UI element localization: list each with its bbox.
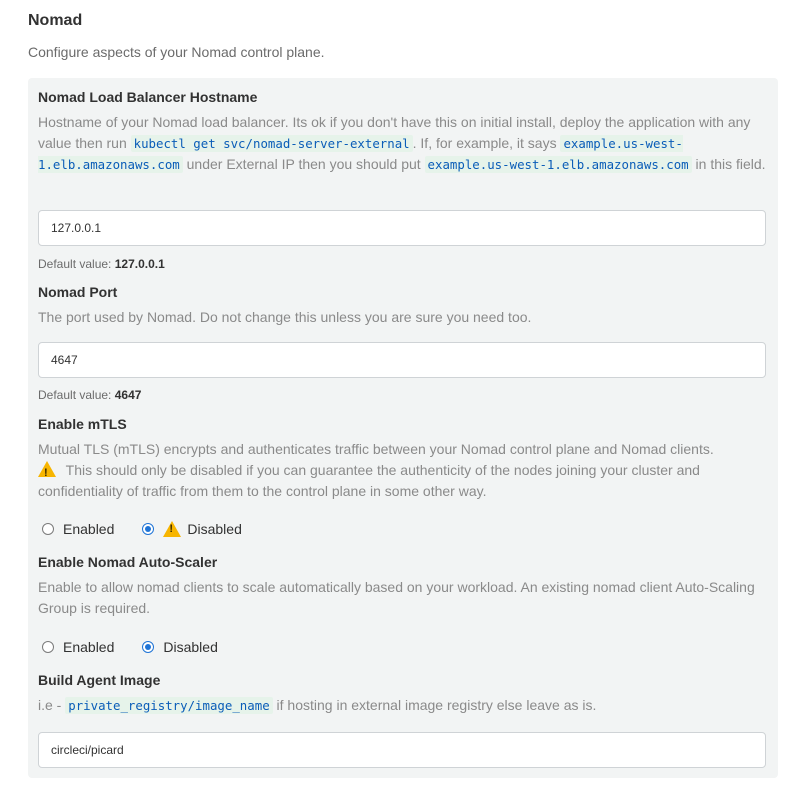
section-title: Nomad (28, 12, 83, 29)
autoscaler-enabled-label: Enabled (63, 639, 115, 655)
example-hostname-code-2: example.us-west-1.elb.amazonaws.com (425, 156, 692, 173)
lb-hostname-help (38, 112, 768, 175)
default-label: Default value: (38, 257, 115, 271)
port-default (38, 388, 141, 402)
agent-image-help (38, 695, 768, 716)
kubectl-command-code: kubectl get svc/nomad-server-external (131, 135, 413, 152)
autoscaler-enabled-option[interactable] (42, 639, 114, 655)
image-name-code: private_registry/image_name (65, 697, 272, 714)
lb-hostname-input[interactable] (38, 210, 766, 246)
autoscaler-disabled-option[interactable] (142, 639, 217, 655)
mtls-help-text-1: Mutual TLS (mTLS) encrypts and authenticates traffic between your Nomad control plane and Nomad clients. (38, 441, 714, 457)
lb-hostname-help-text-2: . If, for example, it says (412, 135, 561, 151)
default-value: 4647 (114, 388, 142, 402)
lb-hostname-label: Nomad Load Balancer Hostname (38, 89, 258, 105)
mtls-radio-group (42, 521, 270, 537)
agent-image-input[interactable] (38, 732, 766, 768)
example-hostname-code: example.us-west-1.elb.amazonaws.com (38, 136, 683, 172)
mtls-enabled-option[interactable] (42, 521, 114, 537)
default-label: Default value: (38, 388, 115, 402)
lb-hostname-help-text-3: under External IP then you should put (182, 156, 425, 172)
port-input[interactable] (38, 342, 766, 378)
autoscaler-enabled-radio[interactable] (42, 641, 54, 653)
lb-hostname-help-text-4: in this field. (691, 156, 766, 172)
port-help: The port used by Nomad. Do not change this unless you are sure you need too. (38, 309, 532, 325)
agent-image-help-text-2: if hosting in external image registry else leave as is. (272, 697, 597, 713)
agent-image-value: circleci/picard (51, 743, 124, 757)
settings-panel (28, 78, 778, 778)
mtls-disabled-radio[interactable] (142, 523, 154, 535)
mtls-label: Enable mTLS (38, 416, 127, 432)
port-value: 4647 (51, 353, 78, 367)
autoscaler-disabled-radio[interactable] (142, 641, 154, 653)
agent-image-help-text-1: i.e - (38, 697, 66, 713)
autoscaler-radio-group (42, 639, 246, 655)
section-description: Configure aspects of your Nomad control plane. (28, 44, 325, 60)
lb-hostname-default (38, 257, 165, 271)
autoscaler-label: Enable Nomad Auto-Scaler (38, 554, 218, 570)
mtls-help-text-2: This should only be disabled if you can guarantee the authenticity of the nodes joining your cluster and confidentiality of traffic from them to the control plane in some other way. (38, 462, 700, 499)
warning-icon (163, 521, 181, 537)
lb-hostname-help-text-1: Hostname of your Nomad load balancer. Its ok if you don't have this on initial install, deploy the application with any value then run (38, 114, 751, 151)
mtls-enabled-radio[interactable] (42, 523, 54, 535)
port-label: Nomad Port (38, 284, 118, 300)
agent-image-label: Build Agent Image (38, 672, 161, 688)
mtls-enabled-label: Enabled (63, 521, 115, 537)
autoscaler-help: Enable to allow nomad clients to scale automatically based on your workload. An existing nomad client Auto-Scaling Group is required. (38, 579, 755, 616)
warning-icon (38, 461, 56, 477)
mtls-disabled-option[interactable] (142, 521, 241, 537)
lb-hostname-value: 127.0.0.1 (51, 221, 102, 235)
autoscaler-disabled-label: Disabled (163, 639, 218, 655)
mtls-disabled-label: Disabled (187, 521, 242, 537)
default-value: 127.0.0.1 (114, 257, 165, 271)
mtls-help (38, 439, 768, 502)
